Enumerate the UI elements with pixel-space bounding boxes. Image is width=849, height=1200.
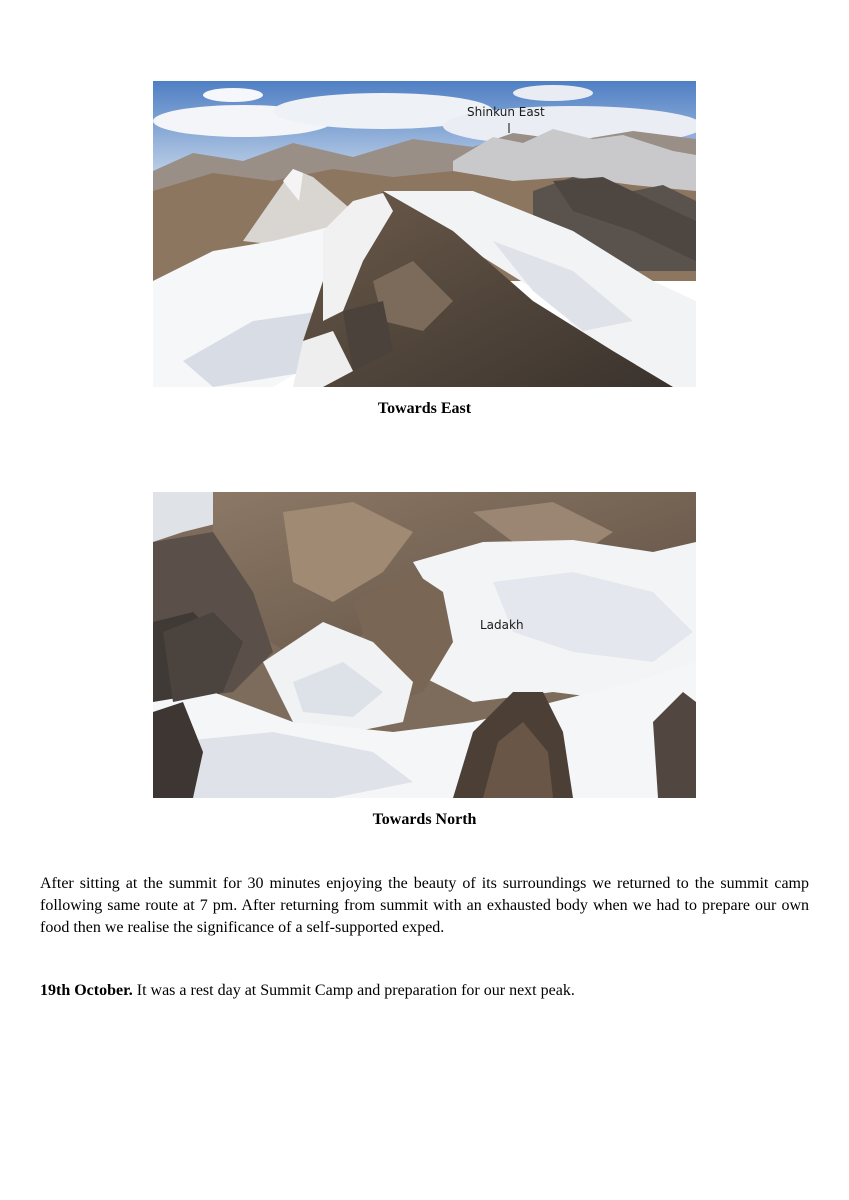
peak-label-shinkun-east: Shinkun East	[467, 105, 545, 119]
caption-towards-north: Towards North	[372, 811, 477, 828]
rest-day-paragraph	[40, 980, 809, 1002]
region-label-ladakh: Ladakh	[480, 618, 524, 632]
rest-day-text: It was a rest day at Summit Camp and preparation for our next peak.	[132, 982, 575, 999]
summit-return-paragraph: After sitting at the summit for 30 minutes enjoying the beauty of its surroundings we returned to the summit camp following same route at 7 pm. After returning from summit with an exhausted body when we had to prepare our own food then we realise the significance of a self-supported exped.	[40, 875, 809, 936]
photo-towards-east	[153, 81, 696, 387]
caption-towards-east: Towards East	[377, 400, 472, 417]
mountain-ridge-east-image	[153, 81, 696, 387]
glacier-north-image	[153, 492, 696, 798]
photo-towards-north	[153, 492, 696, 798]
rest-day-date: 19th October.	[40, 982, 133, 999]
